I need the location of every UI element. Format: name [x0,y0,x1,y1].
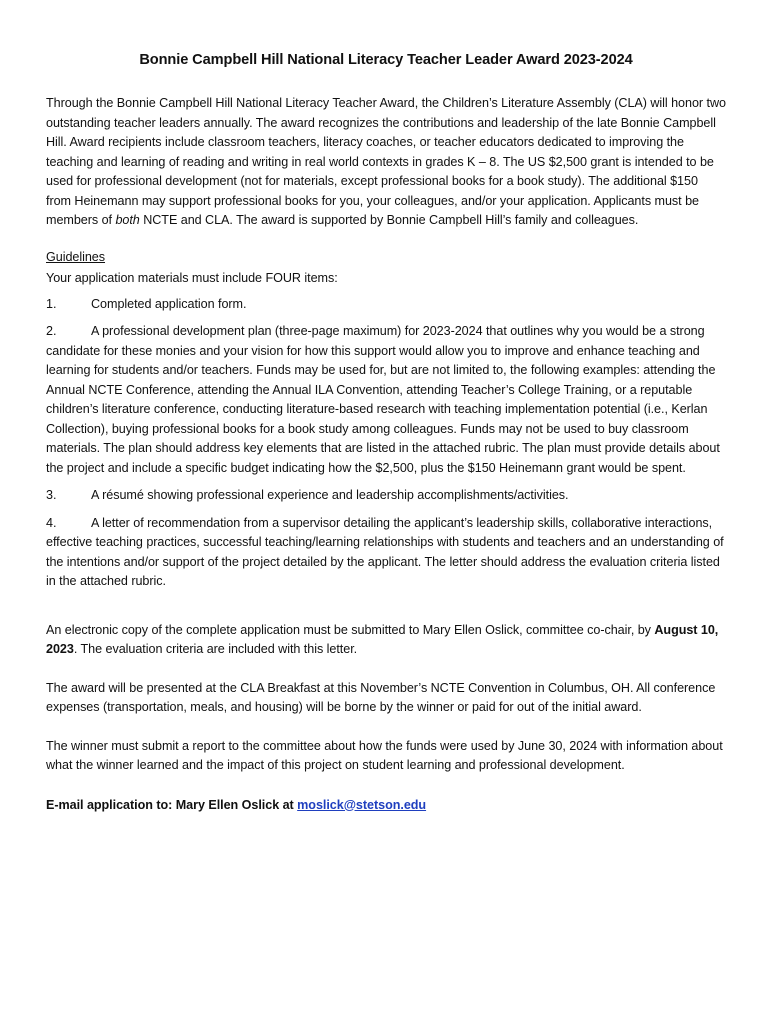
guidelines-heading: Guidelines [46,249,106,264]
award-paragraph: The award will be presented at the CLA Breakfast at this November’s NCTE Convention in Columbus, OH. All conference expenses (transportation, meals, and housing) will be borne by the winner or paid for out of the initial award. [46,680,716,714]
list-item [46,486,726,506]
items-intro: Your application materials must include FOUR items: [46,271,338,285]
list-item-text: A résumé showing professional experience and leadership accomplishments/activities. [91,488,569,502]
list-item [46,514,726,592]
page-title: Bonnie Campbell Hill National Literacy Teacher Leader Award 2023-2024 [139,52,633,68]
report-paragraph: The winner must submit a report to the committee about how the funds were used by June 30, 2024 with information about what the winner learned and the impact of this project on student learning and professional development. [46,738,723,772]
email-label: E-mail application to: Mary Ellen Oslick at [46,797,294,812]
submission-text: An electronic copy of the complete application must be submitted to Mary Ellen Oslick, committee co-chair, by [46,622,651,637]
submission-paragraph [46,621,726,660]
list-item-number: 3. [46,488,57,502]
list-item-number: 2. [46,324,57,338]
list-item-text: A professional development plan (three-page maximum) for 2023-2024 that outlines why you would be a strong candidate for these monies and your vision for how this support would allow you to improve and enhance teaching and learning for students and/or teachers. Funds may be used for, but are not limited to, the following examples: attending the Annual NCTE Conference, attending the Annual ILA Convention, attending Teacher’s College Training, or a reputable children’s literature conference, conducting literature-based research with teaching implementation potential (i.e., Kerlan Collection), buying professional books for a book study among colleagues. Funds may not be used to buy classroom materials. The plan should address key elements that are listed in the attached rubric. The plan must provide details about the project and include a specific budget indicating how the $2,500, plus the $150 Heinemann grant would be spent. [46,324,720,475]
intro-paragraph [46,94,726,231]
list-item-number: 1. [46,296,57,311]
list-item-text: A letter of recommendation from a supervisor detailing the applicant’s leadership skills, collaborative interactions, effective teaching practices, successful teaching/learning relationships with students and teachers and an understanding of the intentions and/or support of the project detailed by the applicant. The letter should address the evaluation criteria listed in the attached rubric. [46,515,724,588]
list-item [46,295,726,315]
intro-text: Through the Bonnie Campbell Hill National Literacy Teacher Award, the Children’s Literature Assembly (CLA) will honor two outstanding teacher leaders annually. The award recognizes the contributions and leadership of the late Bonnie Campbell Hill. Award recipients include classroom teachers, literacy coaches, or teacher educators dedicated to improving the teaching and learning of reading and writing in real world contexts in grades K – 8. The US $2,500 grant is intended to be used for professional development (not for materials, except professional books for a book study). The additional $150 from Heinemann may support professional books for you, your colleagues, and/or your application. Applicants must be members of [46,96,726,227]
submission-text-end: . The evaluation criteria are included with this letter. [73,642,358,656]
intro-emphasis: both [115,213,140,227]
intro-text-end: NCTE and CLA. The award is supported by Bonnie Campbell Hill’s family and colleagues. [143,213,639,227]
email-line [46,796,726,816]
list-item-text: Completed application form. [91,296,247,311]
email-link[interactable]: moslick@stetson.edu [297,797,427,812]
submission-deadline: August 10, 2023 [46,622,719,656]
list-item [46,322,726,478]
list-item-number: 4. [46,515,57,530]
